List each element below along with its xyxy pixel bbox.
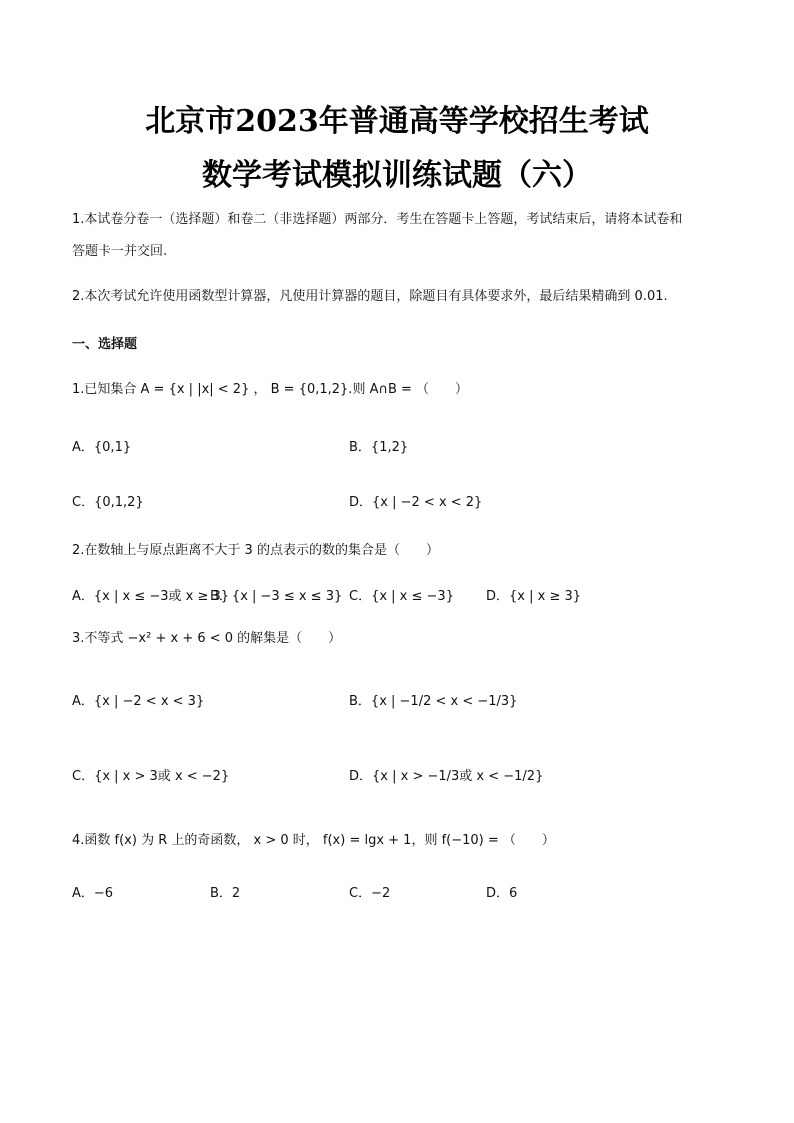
question-1-option-a: A．{0,1} [72,440,132,455]
question-1-option-d: D．{x | −2 < x < 2} [349,495,483,510]
question-3-option-d: D．{x | x > −1/3或 x < −1/2} [349,769,544,784]
question-4-option-c: C．−2 [349,886,391,901]
question-2-stem: 2.在数轴上与原点距离不大于 3 的点表示的数的集合是（ ） [72,543,439,558]
question-4-option-b: B．2 [210,886,241,901]
note-line-2: 答题卡一并交回. [72,244,168,259]
question-2-option-a: A．{x | x ≤ −3或 x ≥ 3} [72,589,230,604]
question-2-option-b: B．{x | −3 ≤ x ≤ 3} [210,589,343,604]
question-3-option-c: C．{x | x > 3或 x < −2} [72,769,230,784]
question-1-stem: 1.已知集合 A = {x | |x| < 2} ， B = {0,1,2}.则 A∩B = （ ） [72,382,469,397]
question-1-option-b: B．{1,2} [349,440,409,455]
note-line-1: 1.本试卷分卷一（选择题）和卷二（非选择题）两部分．考生在答题卡上答题，考试结束后，请将本试卷和 [72,212,683,227]
question-2-option-d: D．{x | x ≥ 3} [486,589,582,604]
question-2-option-c: C．{x | x ≤ −3} [349,589,454,604]
exam-title-line1: 北京市2023年普通高等学校招生考试 [145,104,649,139]
question-4-stem: 4.函数 f(x) 为 R 上的奇函数， x > 0 时， f(x) = lgx + 1，则 f(−10) = （ ） [72,833,555,848]
question-1-option-c: C．{0,1,2} [72,495,144,510]
question-3-stem: 3.不等式 −x² + x + 6 < 0 的解集是（ ） [72,631,342,646]
question-3-option-b: B．{x | −1/2 < x < −1/3} [349,694,518,709]
question-4-option-a: A．−6 [72,886,114,901]
note-line-3: 2.本次考试允许使用函数型计算器，凡使用计算器的题目，除题目有具体要求外，最后结果精确到 0.01. [72,289,668,304]
question-4-option-d: D．6 [486,886,518,901]
question-3-option-a: A．{x | −2 < x < 3} [72,694,205,709]
section-heading: 一、选择题 [72,337,138,352]
exam-title-line2: 数学考试模拟训练试题（六） [202,158,592,193]
